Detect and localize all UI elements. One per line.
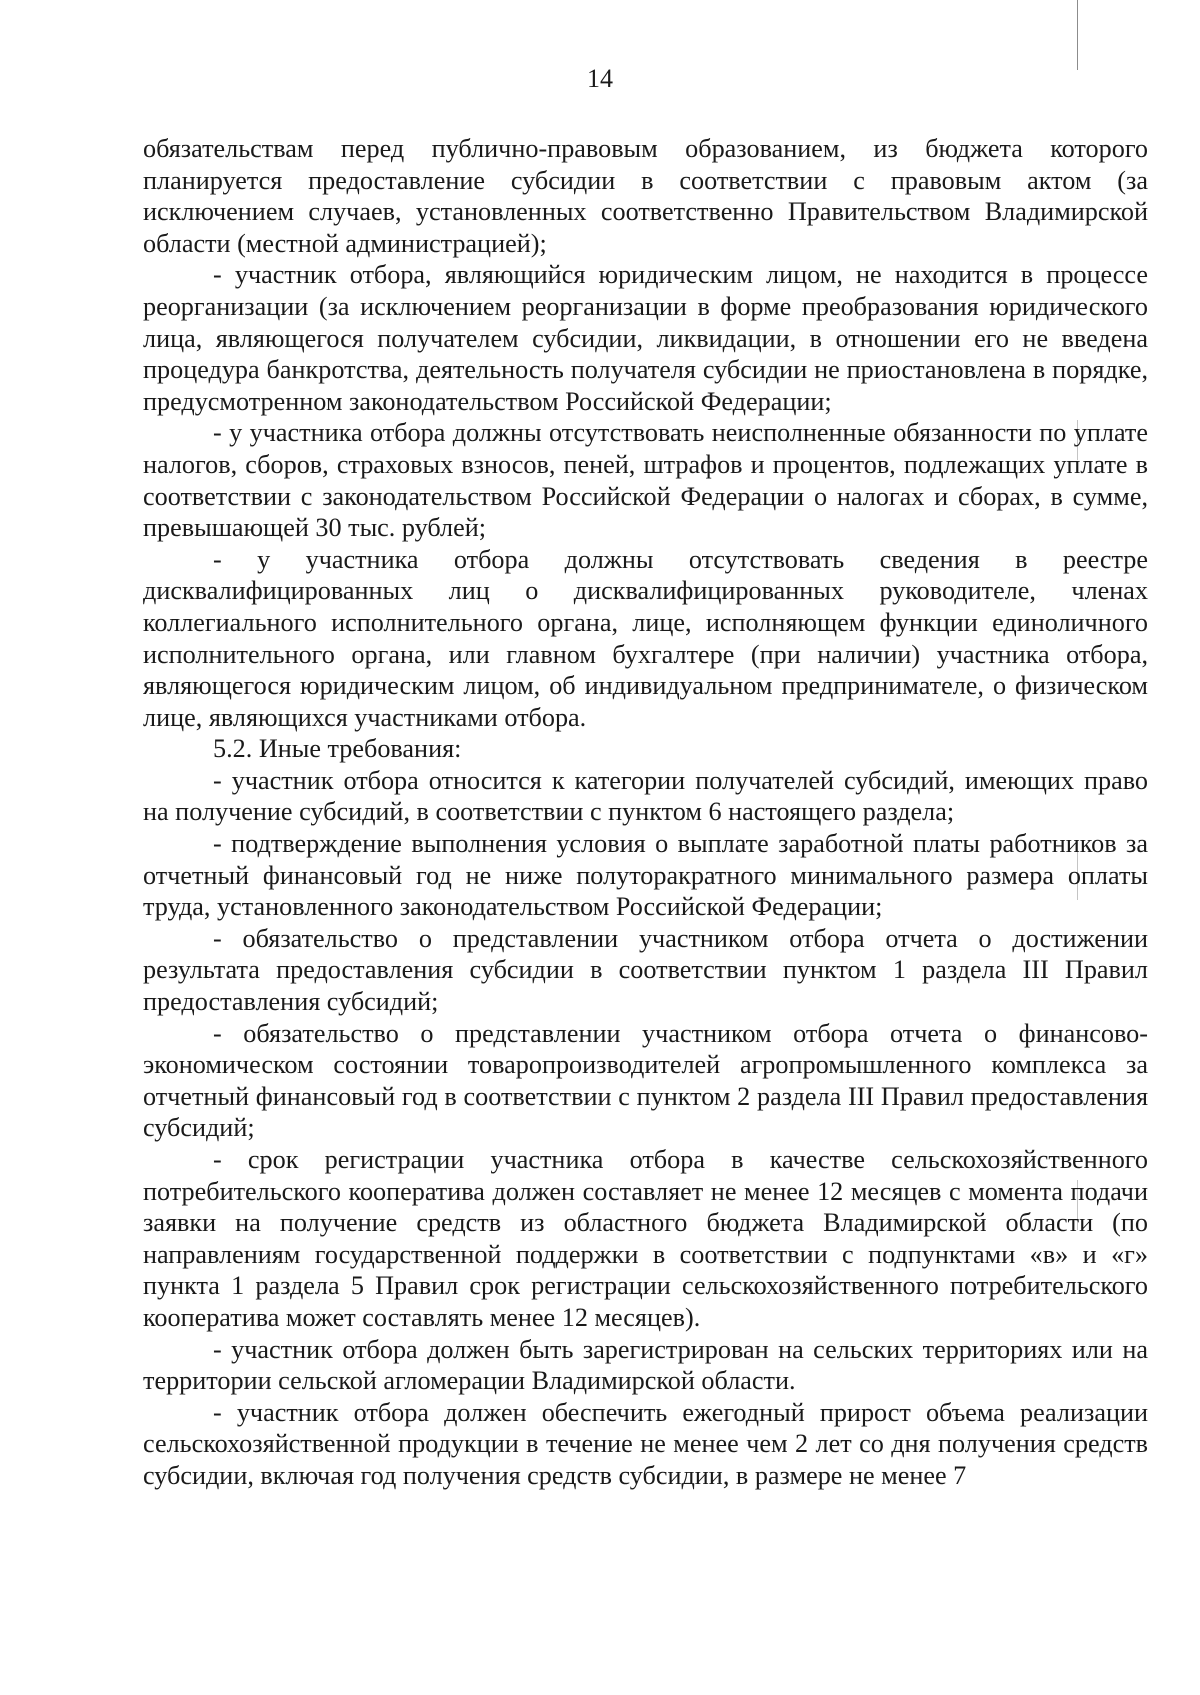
- paragraph: - участник отбора должен обеспечить ежегодный прирост объема реализации сельскохозяйственной продукции в течение не менее чем 2 лет со дня получения средств субсидии, включая год получения средств субсидии, в размере не менее 7: [143, 1397, 1148, 1490]
- paragraph: - подтверждение выполнения условия о выплате заработной платы работников за отчетный финансовый год не ниже полуторакратного минимального размера оплаты труда, установленного законодательством Российской Федерации;: [143, 829, 1148, 922]
- paragraph: - у участника отбора должны отсутствовать сведения в реестре дисквалифицированных лиц о дисквалифицированных руководителе, членах коллегиального исполнительного органа, лице, исполняющем функции единоличного исполнительного органа, или главном бухгалтере (при наличии) участника отбора, являющегося юридическим лицом, об индивидуальном предпринимателе, о физическом лице, являющихся участниками отбора.: [143, 544, 1148, 732]
- document-body: [143, 133, 1148, 1492]
- page-number: 14: [587, 64, 613, 93]
- paragraph: - обязательство о представлении участником отбора отчета о финансово-экономическом состоянии товаропроизводителей агропромышленного комплекса за отчетный финансовый год в соответствии с пунктом 2 раздела III Правил предоставления субсидий;: [143, 1018, 1148, 1143]
- paragraph: - срок регистрации участника отбора в качестве сельскохозяйственного потребительского кооператива должен составляет не менее 12 месяцев с момента подачи заявки на получение средств из областного бюджета Владимирской области (по направлениям государственной поддержки в соответствии с подпунктами «в» и «г» пункта 1 раздела 5 Правил срок регистрации сельскохозяйственного потребительского кооператива может составлять менее 12 месяцев).: [143, 1145, 1148, 1332]
- paragraph: - участник отбора относится к категории получателей субсидий, имеющих право на получение субсидий, в соответствии с пунктом 6 настоящего раздела;: [143, 765, 1148, 827]
- paragraph: обязательствам перед публично-правовым образованием, из бюджета которого планируется предоставление субсидии в соответствии с правовым актом (за исключением случаев, установленных соответственно Правительством Владимирской области (местной администрацией);: [143, 134, 1148, 258]
- paragraph: - обязательство о представлении участником отбора отчета о достижении результата предоставления субсидии в соответствии пунктом 1 раздела III Правил предоставления субсидий;: [143, 923, 1148, 1017]
- paragraph: - у участника отбора должны отсутствовать неисполненные обязанности по уплате налогов, сборов, страховых взносов, пеней, штрафов и процентов, подлежащих уплате в соответствии с законодательством Российской Федерации о налогах и сборах, в сумме, превышающей 30 тыс. рублей;: [143, 418, 1148, 543]
- section-heading: 5.2. Иные требования:: [213, 734, 462, 764]
- paragraph: - участник отбора должен быть зарегистрирован на сельских территориях или на территории сельской агломерации Владимирской области.: [143, 1334, 1148, 1396]
- scan-edge-mark: [1077, 0, 1078, 70]
- paragraph: - участник отбора, являющийся юридическим лицом, не находится в процессе реорганизации (за исключением реорганизации в форме преобразования юридического лица, являющегося получателем субсидии, ликвидации, в отношении его не введена процедура банкротства, деятельность получателя субсидии не приостановлена в порядке, предусмотренном законодательством Российской Федерации;: [143, 260, 1148, 416]
